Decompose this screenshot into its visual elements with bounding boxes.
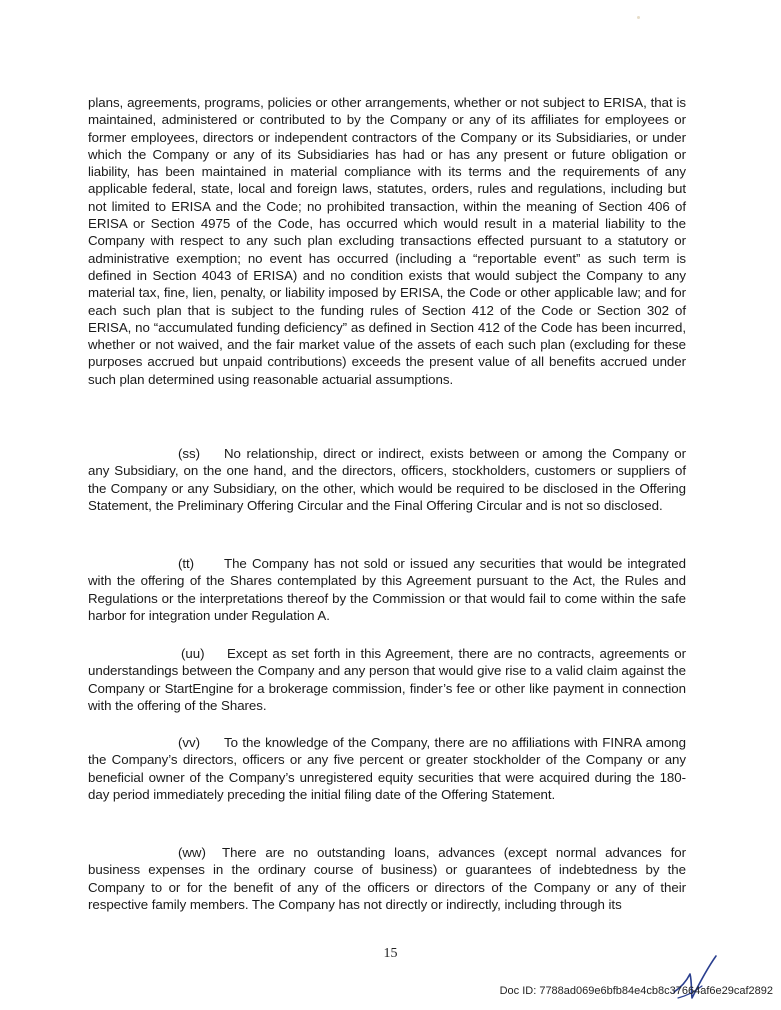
clause-text-ww: There are no outstanding loans, advances (except normal advances for business expenses in the ordinary course of business) or guarantees of indebtedness by the Company to or for the benefit of any of the officers or directors of the Company or any of their respective family members. The Company has not directly or indirectly, including through its — [88, 845, 686, 912]
clause-marker-uu: (uu) — [181, 646, 205, 661]
clause-text-uu: Except as set forth in this Agreement, there are no contracts, agreements or understandings between the Company and any person that would give rise to a valid claim against the Company or StartEngine for a brokerage commission, finder’s fee or other like payment in connection with the offering of the Shares. — [88, 646, 686, 713]
doc-id-footer: Doc ID: 7788ad069e6bfb84e4cb8c37664af6e29caf2892 — [499, 985, 773, 997]
clause-marker-vv: (vv) — [178, 735, 200, 750]
clause-marker-ss: (ss) — [178, 446, 200, 461]
paragraph-tt — [88, 555, 686, 624]
clause-text-tt: The Company has not sold or issued any securities that would be integrated with the offering of the Shares contemplated by this Agreement pursuant to the Act, the Rules and Regulations or the interpretations thereof by the Commission or that would fail to come within the safe harbor for integration under Regulation A. — [88, 556, 686, 623]
scan-speck — [637, 16, 640, 19]
paragraph-vv — [88, 734, 686, 803]
paragraph-uu — [88, 645, 686, 714]
clause-text-ss: No relationship, direct or indirect, exists between or among the Company or any Subsidiary, on the one hand, and the directors, officers, stockholders, customers or suppliers of the Company or any Subsidiary, on the other, which would be required to be disclosed in the Offering Statement, the Preliminary Offering Circular and the Final Offering Circular and is not so disclosed. — [88, 446, 686, 513]
paragraph-ss — [88, 445, 686, 514]
page-number: 15 — [383, 946, 398, 961]
clause-marker-tt: (tt) — [178, 556, 195, 571]
clause-text-vv: To the knowledge of the Company, there are no affiliations with FINRA among the Company’s directors, officers or any five percent or greater stockholder of the Company or any beneficial owner of the Company’s unregistered equity securities that were acquired during the 180-day period immediately preceding the initial filing date of the Offering Statement. — [88, 735, 686, 802]
clause-marker-ww: (ww) — [178, 845, 206, 860]
paragraph-ww — [88, 844, 686, 913]
paragraph-continuation: plans, agreements, programs, policies or other arrangements, whether or not subject to ERISA, that is maintained, administered or contributed to by the Company or any of its affiliates for employees or former employees, directors or independent contractors of the Company or its Subsidiaries, or under which the Company or any of its Subsidiaries has had or has any present or future obligation or liability, has been maintained in material compliance with its terms and the requirements of any applicable federal, state, local and foreign laws, statutes, orders, rules and regulations, including but not limited to ERISA and the Code; no prohibited transaction, within the meaning of Section 406 of ERISA or Section 4975 of the Code, has occurred which would result in a material liability to the Company with respect to any such plan excluding transactions effected pursuant to a statutory or administrative exemption; no event has occurred (including a “reportable event” as such term is defined in Section 4043 of ERISA) and no condition exists that would subject the Company to any material tax, fine, lien, penalty, or liability imposed by ERISA, the Code or other applicable law; and for each such plan that is subject to the funding rules of Section 412 of the Code or Section 302 of ERISA, no “accumulated funding deficiency” as defined in Section 412 of the Code has been incurred, whether or not waived, and the fair market value of the assets of each such plan (excluding for these purposes accrued but unpaid contributions) exceeds the present value of all benefits accrued under such plan determined using reasonable actuarial assumptions. — [88, 95, 686, 387]
